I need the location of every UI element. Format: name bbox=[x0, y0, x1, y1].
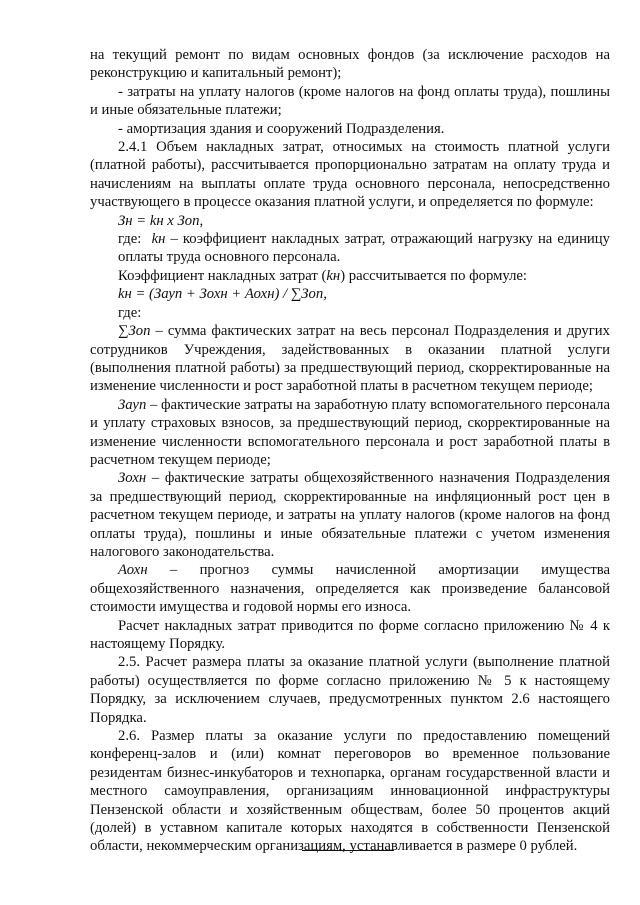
paragraph: на текущий ремонт по видам основных фондов (за исключение расходов на реконструкцию и капитальный ремонт); bbox=[90, 47, 610, 82]
paragraph-text: – фактические затраты на заработную плату вспомогательного персонала и уплату страховых взносов, за предшествующий период, скорректированные на изменение численности вспомогательного персонала и рост заработной платы в расчетном текущем периоде; bbox=[90, 396, 610, 468]
footer-divider bbox=[302, 850, 394, 851]
paragraph-text: Коэффициент накладных затрат ( bbox=[118, 267, 327, 284]
formula: Аохн bbox=[118, 562, 148, 579]
formula: Зауп bbox=[118, 396, 147, 413]
definition bbox=[90, 561, 610, 616]
paragraph: 2.6. Размер платы за оказание услуги по предоставлению помещений конференц-залов и (или) комнат переговоров во временное пользование резидентам бизнес-инкубаторов и технопарка, органам государственной власти и местного самоуправления, организациям инновационной инфраструктуры Пензенской области и хозяйственным обществам, более 50 процентов акций (долей) в уставном капитале которых находятся в собственности Пензенской области, некоммерческим организациям, устанавливается в размере 0 рублей. bbox=[90, 728, 610, 855]
list-item: - затраты на уплату налогов (кроме налогов на фонд оплаты труда), пошлины и иные обязательные платежи; bbox=[90, 83, 610, 119]
formula: Зн = kн х Зоп, bbox=[118, 212, 204, 229]
definition bbox=[90, 469, 610, 561]
formula-line bbox=[90, 212, 610, 230]
paragraph: где: bbox=[118, 304, 142, 321]
definition bbox=[90, 396, 610, 470]
document-body bbox=[90, 46, 610, 856]
paragraph-text: – коэффициент накладных затрат, отражающий нагрузку на единицу оплаты труда основного персонала. bbox=[118, 231, 611, 266]
formula-line bbox=[90, 285, 610, 303]
paragraph: 2.5. Расчет размера платы за оказание платной услуги (выполнение платной работы) осуществляется по форме согласно приложению № 5 к настоящему Порядку, за исключением случаев, предусмотренных пунктом 2.6 настоящего Порядка. bbox=[90, 654, 610, 726]
formula: kн = (Зауп + Зохн + Аохн) / ∑Зоп, bbox=[118, 286, 327, 303]
formula: ∑Зоп bbox=[118, 323, 151, 340]
definition bbox=[90, 322, 610, 396]
paragraph-text: – фактические затраты общехозяйственного назначения Подразделения за предшествующий период, скорректированные на инфляционный рост цен в расчетном текущем периоде, и затраты на уплату налогов (кроме налогов на фонд оплаты труда), пошлины и иные обязательные платежи с учетом изменения налогового законодательства. bbox=[90, 470, 610, 560]
paragraph: 2.4.1 Объем накладных затрат, относимых на стоимость платной услуги (платной работы), рассчитывается пропорционально затратам на оплату труда и начислениям на выплаты оплате труда основного персонала, непосредственно участвующего в процессе оказания платной услуги, и определяется по формуле: bbox=[90, 139, 610, 211]
paragraph-text: ) рассчитывается по формуле: bbox=[340, 267, 528, 284]
paragraph: Расчет накладных затрат приводится по форме согласно приложению № 4 к настоящему Порядку. bbox=[90, 617, 610, 652]
paragraph-text: – сумма фактических затрат на весь персонал Подразделения и других сотрудников Учреждения, задействованных в оказании платной услуги (выполнения платной работы) за предшествующий период, скорректированные на изменение численности и рост заработной платы в расчетном текущем периоде; bbox=[90, 323, 610, 395]
list-item: - амортизация здания и сооружений Подразделения. bbox=[118, 120, 445, 137]
formula: kн bbox=[151, 231, 166, 248]
formula: kн bbox=[326, 267, 341, 284]
formula: Зохн bbox=[118, 470, 147, 487]
paragraph-text: – прогноз суммы начисленной амортизации имущества общехозяйственного назначения, определяется как произведение балансовой стоимости имущества и годовой нормы его износа. bbox=[90, 562, 610, 616]
paragraph-lead: где: bbox=[118, 231, 142, 248]
paragraph bbox=[90, 230, 610, 267]
paragraph bbox=[90, 267, 610, 285]
